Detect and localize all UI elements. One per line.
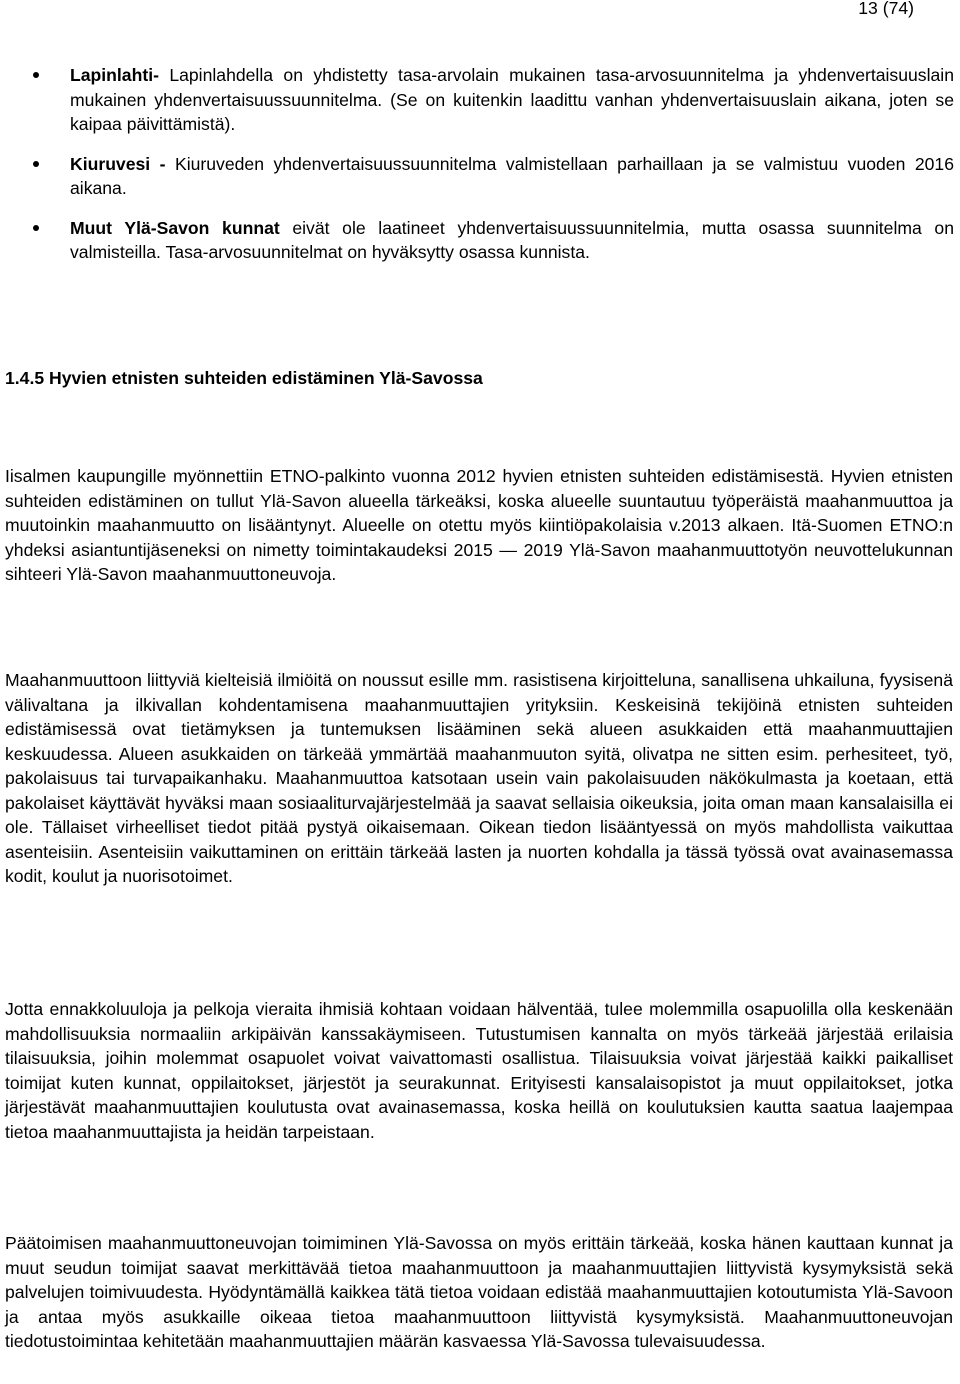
- bullet-text: Lapinlahdella on yhdistetty tasa-arvolain mukainen tasa-arvosuunnitelma ja yhdenvertaisuuslain mukainen yhdenvertaisuussuunnitelma. (Se on kuitenkin laadittu vanhan yhdenvertaisuuslain aikana, joten se kaipaa päivittämistä).: [70, 65, 954, 134]
- bullet-text: eivät ole laatineet yhdenvertaisuussuunnitelmia, mutta osassa suunnitelma on valmisteilla. Tasa-arvosuunnitelmat on hyväksytty osassa kunnista.: [70, 217, 955, 262]
- bullet-label: Muut Ylä-Savon kunnat: [70, 217, 280, 238]
- bullet-icon: [33, 225, 39, 231]
- paragraph-prejudice: Jotta ennakkoluuloja ja pelkoja vieraita ihmisiä kohtaan voidaan hälventää, tulee molemmilla osapuolilla olla keskenään mahdollisuuksia normaaliin arkipäivän kanssakäymiseen. Tutustumisen kannalta on myös tärkeää järjestää erilaisia tilaisuuksia, joihin molemmat osapuolet voivat vaivattomasti osallistua. Tilaisuuksia voivat järjestää kaikki paikalliset toimijat kuten kunnat, oppilaitokset, järjestöt ja seurakunnat. Erityisesti kansalaisopistot ja muut oppilaitokset, jotka järjestävät maahanmuuttajien koulutusta ovat avainasemassa, koska heillä on koulutuksien kautta saatua laajempaa tietoa maahanmuuttajista ja heidän tarpeistaan.: [5, 999, 953, 1142]
- bullet-icon: [33, 161, 39, 167]
- municipality-bullet-list: [0, 63, 960, 265]
- bullet-item-kiuruvesi: [0, 152, 960, 201]
- paragraph-etno-award: Iisalmen kaupungille myönnettiin ETNO-palkinto vuonna 2012 hyvien etnisten suhteiden edistämisestä. Hyvien etnisten suhteiden edistäminen on tullut Ylä-Savon alueella tärkeäksi, koska alueelle suuntautuu työperäistä maahanmuuttoa ja muutoinkin maahanmuutto on lisääntynyt. Alueelle on otettu myös kiintiöpakolaisia v.2013 alkaen. Itä-Suomen ETNO:n yhdeksi asiantuntijäseneksi on nimetty toimintakaudeksi 2015 — 2019 Ylä-Savon maahanmuuttotyön neuvottelukunnan sihteeri Ylä-Savon maahanmuuttoneuvoja.: [5, 466, 953, 584]
- section-heading: 1.4.5 Hyvien etnisten suhteiden edistäminen Ylä-Savossa: [5, 368, 483, 388]
- paragraph-immigration-advisor: Päätoimisen maahanmuuttoneuvojan toimiminen Ylä-Savossa on myös erittäin tärkeää, koska hänen kauttaan kunnat ja muut seudun toimijat saavat merkittävää tietoa maahanmuuttoon ja maahanmuuttajien liittyvistä kysymyksistä sekä palvelujen toimivuudesta. Hyödyntämällä kaikkea tätä tietoa voidaan edistää maahanmuuttajien kotoutumista Ylä-Savoon ja antaa myös asukkaille oikeaa tietoa maahanmuuttoon liittyvistä kysymyksistä. Maahanmuuttoneuvojan tiedotustoimintaa kehitetään maahanmuuttajien määrän kasvaessa Ylä-Savossa tulevaisuudessa.: [5, 1233, 953, 1351]
- page-number: 13 (74): [858, 0, 914, 18]
- bullet-icon: [33, 72, 39, 78]
- bullet-item-lapinlahti: [0, 63, 960, 137]
- bullet-label: Kiuruvesi -: [70, 153, 166, 174]
- paragraph-negative-phenomena: Maahanmuuttoon liittyviä kielteisiä ilmiöitä on noussut esille mm. rasistisena kirjoitteluna, sanallisena uhkailuna, fyysisenä välivaltana ja ilkivallan kohdentamisena maahanmuuttajien yrityksiin. Keskeisinä tekijöinä etnisten suhteiden edistämisessä ovat tietämyksen ja tuntemuksen lisääminen sekä alueen asukkaiden että maahanmuuttajien keskuudessa. Alueen asukkaiden on tärkeää ymmärtää maahanmuuton syitä, olivatpa ne sitten esim. perhesiteet, työ, pakolaisuus tai turvapaikanhaku. Maahanmuuttoa katsotaan usein vain pakolaisuuden näkökulmasta ja koetaan, että pakolaiset käyttävät hyväksi maan sosiaaliturvajärjestelmää ja saavat sellaisia oikeuksia, joita oman maan kansalaisilla ei ole. Tällaiset virheelliset tiedot pitää pystyä oikaisemaan. Oikean tiedon lisääntyessä on myös mahdollista vaikuttaa asenteisiin. Asenteisiin vaikuttaminen on erittäin tärkeää lasten ja nuorten kohdalla ja tässä työssä ovat avainasemassa kodit, koulut ja nuorisotoimet.: [5, 670, 953, 886]
- bullet-label: Lapinlahti-: [70, 65, 159, 85]
- bullet-text: Kiuruveden yhdenvertaisuussuunnitelma valmistellaan parhaillaan ja se valmistuu vuoden 2016 aikana.: [70, 153, 954, 198]
- bullet-item-other-municipalities: [0, 216, 960, 265]
